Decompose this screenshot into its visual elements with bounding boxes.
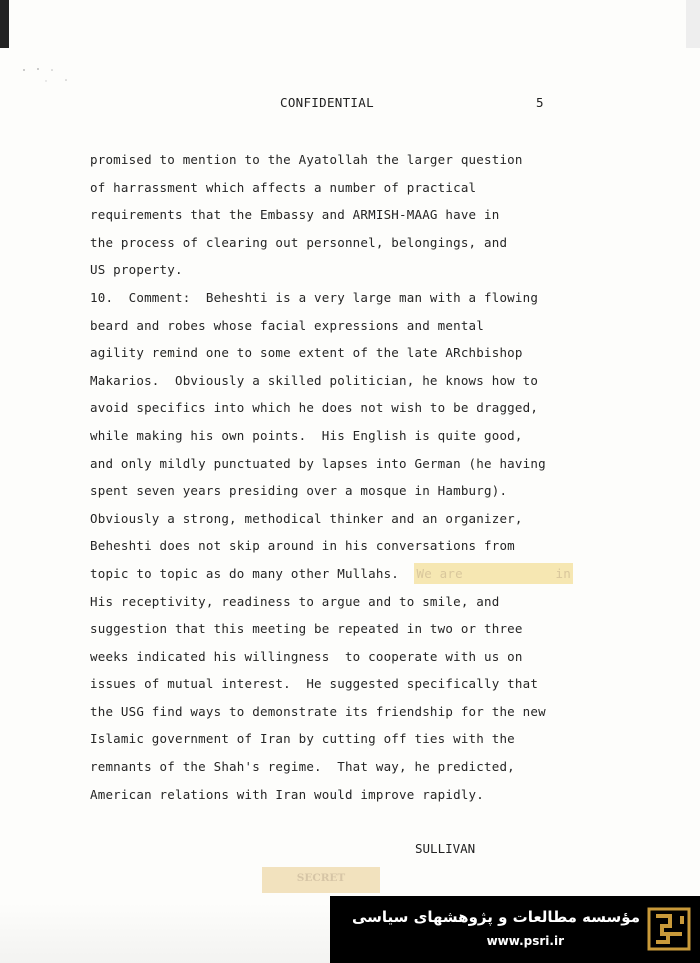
watermark-url: www.psri.ir bbox=[486, 934, 564, 948]
text-line: Obviously a strong, methodical thinker and an organizer, bbox=[90, 510, 523, 526]
scan-border bbox=[686, 0, 700, 48]
text-line: spent seven years presiding over a mosque in Hamburg). bbox=[90, 483, 508, 499]
text-line: remnants of the Shah's regime. That way, he predicted, bbox=[90, 759, 515, 775]
text-line: suggestion that this meeting be repeated in two or three bbox=[90, 621, 523, 637]
text-line: and only mildly punctuated by lapses into German (he having bbox=[90, 455, 546, 471]
psri-logo-icon bbox=[646, 906, 692, 952]
text-line: US property. bbox=[90, 262, 183, 278]
text-fragment: topic to topic as do many other Mullahs. bbox=[90, 565, 400, 581]
text-line: Islamic government of Iran by cutting off ties with the bbox=[90, 731, 515, 747]
scan-border bbox=[0, 0, 9, 48]
classification-stamp: SECRET bbox=[262, 867, 380, 893]
page-number: 5 bbox=[536, 95, 544, 110]
text-line: promised to mention to the Ayatollah the larger question bbox=[90, 152, 523, 167]
text-line: His receptivity, readiness to argue and to smile, and bbox=[90, 593, 500, 609]
signature: SULLIVAN bbox=[415, 841, 476, 856]
document-body bbox=[90, 150, 610, 812]
text-line: issues of mutual interest. He suggested specifically that bbox=[90, 676, 539, 692]
text-line: Beheshti does not skip around in his conversations from bbox=[90, 538, 515, 554]
scan-specks bbox=[16, 66, 76, 86]
text-line: while making his own points. His English is quite good, bbox=[90, 427, 523, 443]
redaction-highlight: We are in bbox=[414, 563, 573, 584]
page-header: CONFIDENTIAL bbox=[280, 95, 374, 110]
text-line: avoid specifics into which he does not wish to be dragged, bbox=[90, 400, 539, 416]
text-line: weeks indicated his willingness to cooperate with us on bbox=[90, 648, 523, 664]
text-line: 10. Comment: Beheshti is a very large man with a flowing bbox=[90, 289, 539, 305]
text-line: requirements that the Embassy and ARMISH-MAAG have in bbox=[90, 207, 500, 223]
watermark-title: مؤسسه مطالعات و پژوهشهای سیاسی bbox=[351, 908, 640, 926]
text-line: Makarios. Obviously a skilled politician, he knows how to bbox=[90, 372, 539, 388]
text-line: agility remind one to some extent of the late ARchbishop bbox=[90, 345, 523, 361]
text-line: the USG find ways to demonstrate its friendship for the new bbox=[90, 703, 546, 719]
text-line: American relations with Iran would improve rapidly. bbox=[90, 786, 485, 802]
watermark-banner bbox=[330, 896, 700, 963]
text-line: of harrassment which affects a number of practical bbox=[90, 179, 477, 195]
text-line: the process of clearing out personnel, belongings, and bbox=[90, 234, 508, 250]
text-line: beard and robes whose facial expressions and mental bbox=[90, 317, 485, 333]
text-line bbox=[90, 564, 610, 592]
